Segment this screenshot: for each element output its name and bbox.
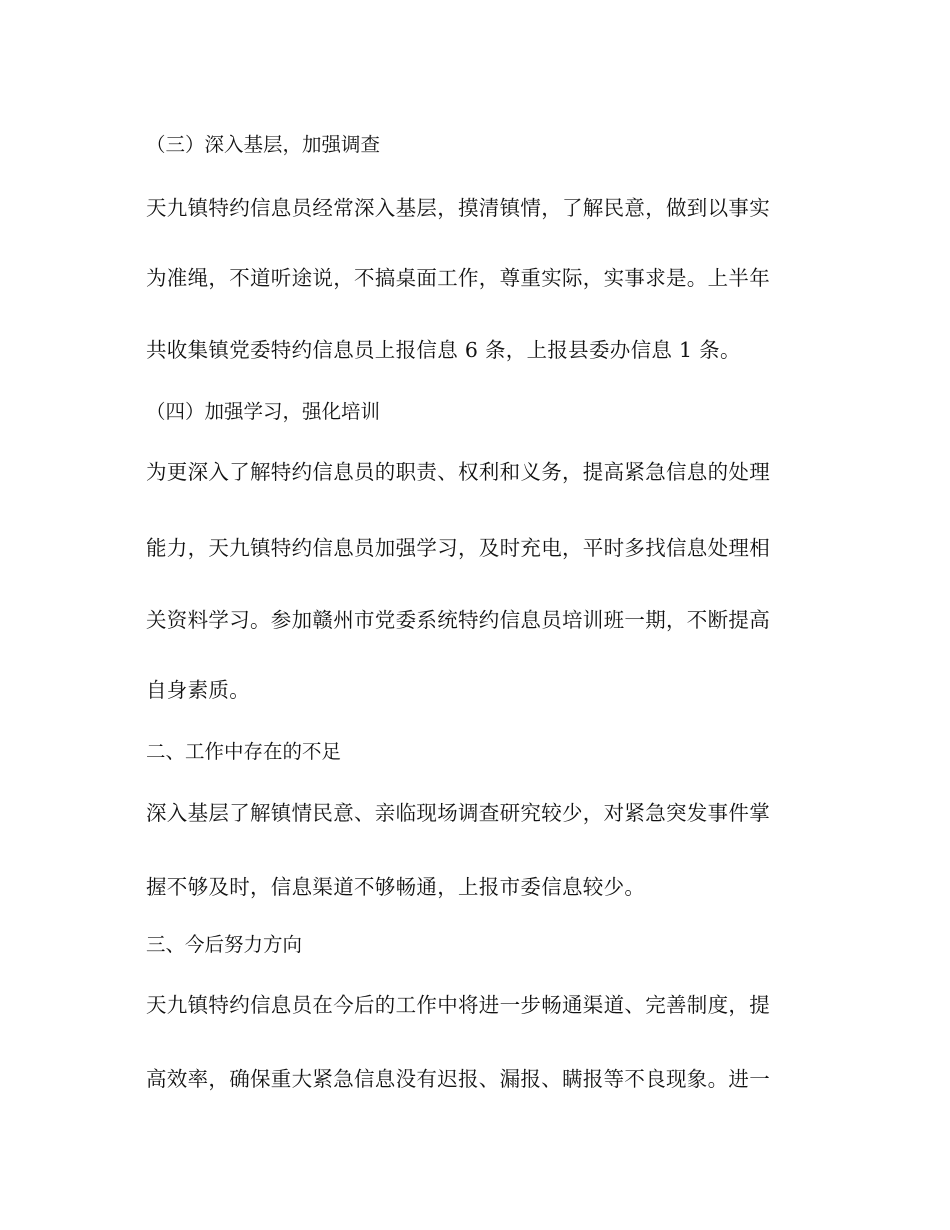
paragraph-line: 天九镇特约信息员经常深入基层，摸清镇情，了解民意，做到以事实 xyxy=(146,196,770,220)
paragraph-line: 关资料学习。参加赣州市党委系统特约信息员培训班一期，不断提高 xyxy=(146,608,770,632)
paragraph-line: 深入基层了解镇情民意、亲临现场调查研究较少，对紧急突发事件掌 xyxy=(146,801,770,825)
paragraph-line: 共收集镇党委特约信息员上报信息 6 条，上报县委办信息 1 条。 xyxy=(146,338,741,362)
heading-strengthen-learning: （四）加强学习，强化培训 xyxy=(146,400,381,423)
paragraph-line: 天九镇特约信息员在今后的工作中将进一步畅通渠道、完善制度，提 xyxy=(146,993,770,1017)
paragraph-line: 自身素质。 xyxy=(146,678,250,702)
paragraph-line: 高效率，确保重大紧急信息没有迟报、漏报、瞒报等不良现象。进一 xyxy=(146,1067,770,1091)
paragraph-line: 握不够及时，信息渠道不够畅通，上报市委信息较少。 xyxy=(146,875,646,899)
paragraph-line: 能力，天九镇特约信息员加强学习，及时充电，平时多找信息处理相 xyxy=(146,536,770,560)
heading-deep-grassroots: （三）深入基层，加强调查 xyxy=(146,133,381,156)
paragraph-line: 为更深入了解特约信息员的职责、权利和义务，提高紧急信息的处理 xyxy=(146,460,770,484)
section-title-future-direction: 三、今后努力方向 xyxy=(146,933,303,956)
paragraph-line: 为准绳，不道听途说，不搞桌面工作，尊重实际，实事求是。上半年 xyxy=(146,266,770,290)
section-title-shortcomings: 二、工作中存在的不足 xyxy=(146,740,342,763)
